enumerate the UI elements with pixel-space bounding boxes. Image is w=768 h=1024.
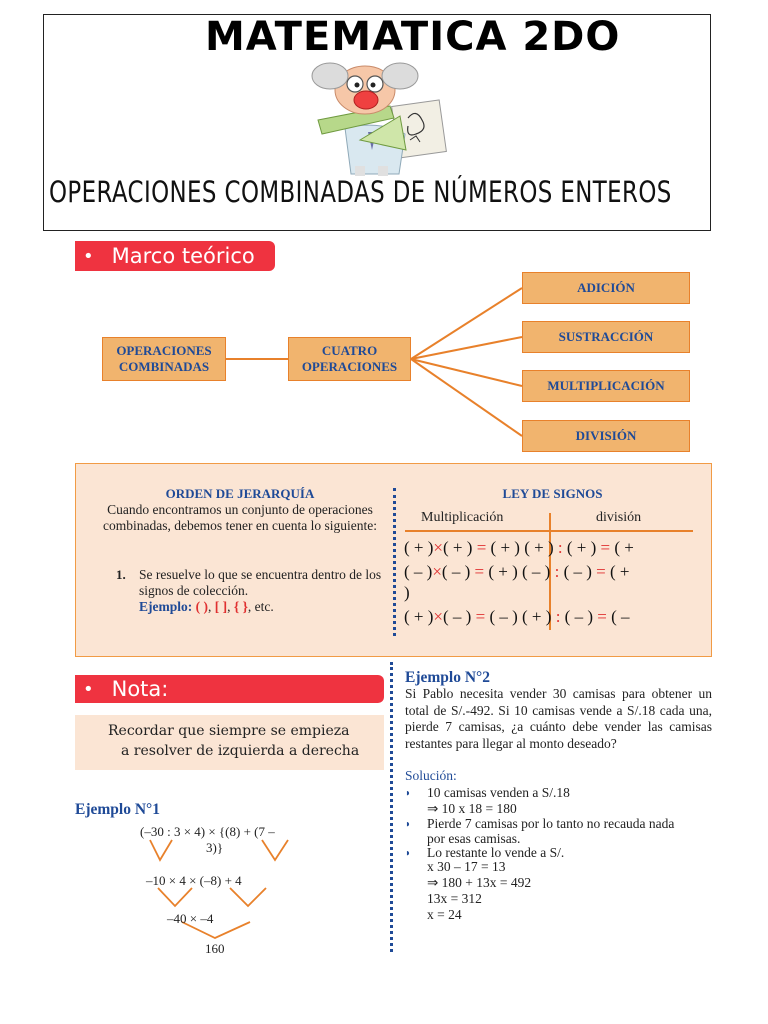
ejemplo1-step: –40 × –4 xyxy=(167,911,214,926)
ley-signos-title: LEY DE SIGNOS xyxy=(502,486,603,501)
sign-parentheses: ( ) xyxy=(195,599,208,614)
nota-text xyxy=(92,721,382,761)
solution-step: Lo restante lo vende a S/. xyxy=(427,845,565,860)
solution-step: Pierde 7 camisas por lo tanto no recauda nada xyxy=(427,816,675,831)
page-subtitle: OPERACIONES COMBINADAS DE NÚMEROS ENTEROS xyxy=(49,175,672,209)
ejemplo1-expression-wrap: 3)} xyxy=(206,840,224,855)
solution-step: por esas camisas. xyxy=(427,831,521,846)
dotted-divider xyxy=(390,662,393,952)
nota-line: Recordar que siempre se empieza xyxy=(108,723,350,739)
jerarquia-title: ORDEN DE JERARQUÍA xyxy=(165,486,315,501)
solution-step: 13x = 312 xyxy=(427,891,482,906)
diagram-node-division: DIVISIÓN xyxy=(522,420,690,452)
ley-col-division: división xyxy=(596,510,642,525)
ejemplo1-expression: (–30 : 3 × 4) × {(8) + (7 – xyxy=(140,824,275,839)
sign-brackets: [ ] xyxy=(214,599,228,614)
diagram-node-adicion: ADICIÓN xyxy=(522,272,690,304)
solution-step: ⇒ 10 x 18 = 180 xyxy=(427,801,517,816)
bullet-icon: ◗ xyxy=(405,819,412,830)
ejemplo2-title: Ejemplo N°2 xyxy=(405,669,490,686)
jerarquia-text: Cuando encontramos un conjunto de operaciones combinadas, debemos tener en cuenta lo siguiente: xyxy=(102,502,378,533)
sign-rule-row: ( – )×( – ) = ( + ) ( – ) : ( – ) = ( + xyxy=(404,562,630,581)
diagram-node-sustraccion: SUSTRACCIÓN xyxy=(522,321,690,353)
ejemplo1-title: Ejemplo N°1 xyxy=(75,801,160,818)
dotted-divider xyxy=(393,488,396,636)
bullet-icon: ◗ xyxy=(405,848,412,859)
sign-rule-row: ( + )×( + ) = ( + ) ( + ) : ( + ) = ( + xyxy=(404,538,634,557)
ejemplo1-step: –10 × 4 × (–8) + 4 xyxy=(146,873,242,888)
ley-col-multiplicacion: Multiplicación xyxy=(421,510,504,525)
solution-step: 10 camisas venden a S/.18 xyxy=(427,785,570,800)
jerarquia-example: Ejemplo: ( ), [ ], { }, etc. xyxy=(139,599,274,614)
solution-step: x 30 – 17 = 13 xyxy=(427,859,506,874)
diagram-node-operaciones-combinadas: OPERACIONES COMBINADAS xyxy=(102,337,226,381)
solution-step: ⇒ 180 + 13x = 492 xyxy=(427,875,532,890)
bullet-icon: • xyxy=(83,245,94,267)
solution-step: x = 24 xyxy=(427,907,462,922)
bullet-icon: ◗ xyxy=(405,788,412,799)
jerarquia-item-text: Se resuelve lo que se encuentra dentro de los signos de colección. xyxy=(139,567,382,598)
nota-line: a resolver de izquierda a derecha xyxy=(121,743,360,759)
jerarquia-item-number: 1. xyxy=(116,567,126,582)
ejemplo2-problem: Si Pablo necesita vender 30 camisas para obtener un total de S/.-492. Si 10 camisas vende a S/.18 cada una, pierde 7 camisas, ¿a cuánto debe vender las camisas restantes para llegar al monto deseado? xyxy=(405,686,712,751)
section-nota xyxy=(75,675,384,703)
section-label: Marco teórico xyxy=(111,244,255,268)
example-tail: , etc. xyxy=(247,599,274,614)
sign-rule-row: ( + )×( – ) = ( – ) ( + ) : ( – ) = ( – xyxy=(404,607,630,626)
page-title: MATEMATICA 2DO xyxy=(205,14,621,60)
ejemplo1-result: 160 xyxy=(205,941,225,956)
diagram-node-multiplicacion: MULTIPLICACIÓN xyxy=(522,370,690,402)
diagram-node-cuatro-operaciones: CUATRO OPERACIONES xyxy=(288,337,411,381)
sign-rule-wrap: ) xyxy=(404,583,410,602)
sign-braces: { } xyxy=(233,599,248,614)
solution-label: Solución: xyxy=(405,768,457,783)
example-label: Ejemplo: xyxy=(139,599,193,614)
section-label: Nota: xyxy=(111,677,169,701)
bullet-icon: • xyxy=(83,678,94,700)
